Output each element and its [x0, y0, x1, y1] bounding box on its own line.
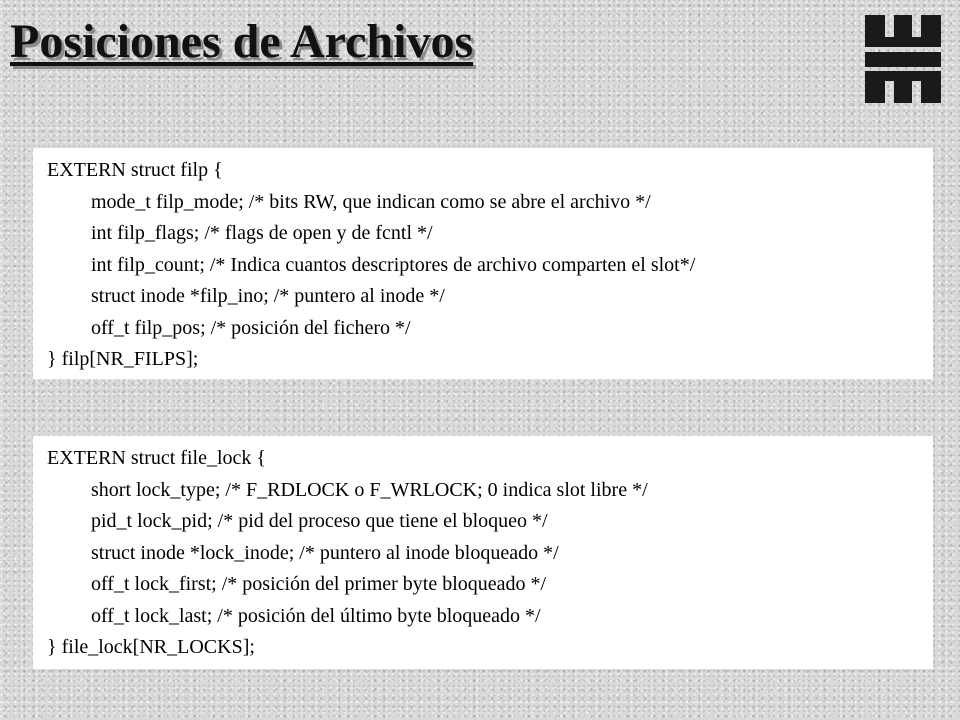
- filp-struct-header: EXTERN struct filp {: [47, 159, 223, 181]
- file-lock-field-line: pid_t lock_pid; /* pid del proceso que tiene el bloqueo */: [91, 510, 548, 532]
- filp-field-line: int filp_count; /* Indica cuantos descriptores de archivo comparten el slot*/: [91, 253, 696, 276]
- file-lock-field-line: off_t lock_first; /* posición del primer byte bloqueado */: [91, 573, 547, 595]
- filp-field-line: mode_t filp_mode; /* bits RW, que indican como se abre el archivo */: [91, 190, 651, 213]
- filp-struct-code: [33, 148, 933, 379]
- filp-field-line: off_t filp_pos; /* posición del fichero */: [91, 316, 411, 339]
- filp-field-line: int filp_flags; /* flags de open y de fcntl */: [91, 222, 433, 244]
- file-lock-field-line: short lock_type; /* F_RDLOCK o F_WRLOCK; 0 indica slot libre */: [91, 478, 648, 501]
- file-lock-struct-header: EXTERN struct file_lock {: [47, 447, 266, 469]
- file-lock-struct-code: [33, 436, 933, 669]
- utn-logo-icon: [863, 13, 943, 105]
- slide-title: Posiciones de Archivos: [10, 15, 474, 68]
- filp-struct-footer: } filp[NR_FILPS];: [47, 348, 199, 370]
- file-lock-struct-footer: } file_lock[NR_LOCKS];: [47, 636, 255, 658]
- file-lock-field-line: off_t lock_last; /* posición del último byte bloqueado */: [91, 604, 541, 627]
- filp-field-line: struct inode *filp_ino; /* puntero al inode */: [91, 285, 445, 307]
- file-lock-field-line: struct inode *lock_inode; /* puntero al inode bloqueado */: [91, 541, 559, 564]
